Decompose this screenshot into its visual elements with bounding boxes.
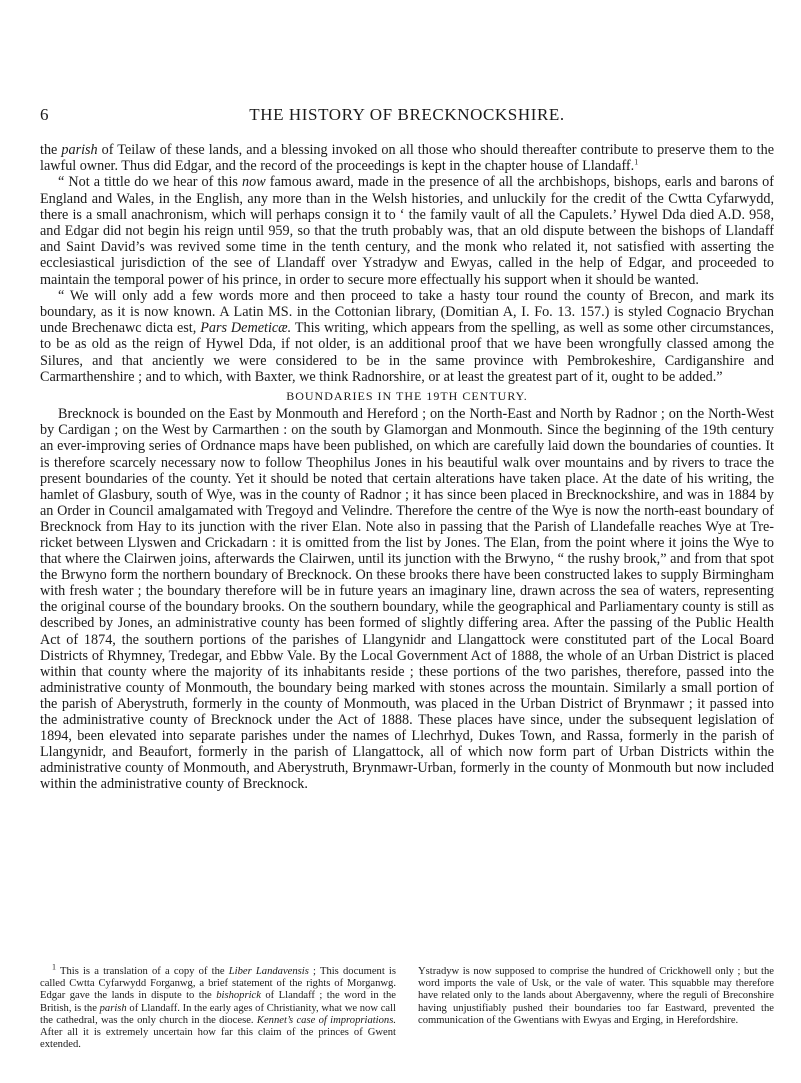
footnotes [40,962,774,1051]
paragraph-1: the parish of Teilaw of these lands, and a blessing invoked on all those who should thereafter contribute to preserve them to the lawful owner. Thus did Edgar, and the record of the proceedings is kept in the chapter house of Llandaff.$^1$ [40,142,774,175]
footnote-right: Ystradyw is now supposed to comprise the hundred of Crickhowell only ; but the word imports the vale of Usk, or the vale of water. This squabble may therefore have related only to the lands about Abergavenny, where the reguli of Breconshire having unjustifiably pushed their boundaries too far Eastward, prevented the communication of the Gwentians with Ewyas and Erging, in Herefordshire. [418,966,774,1026]
book-page [40,0,774,1083]
footnote-left: $^1$ This is a translation of a copy of the Liber Landavensis ; This document is called Cwtta Cyfarwydd Forganwg, a brief statement of the rights of Morganwg. Edgar gave the lands in dispute to the bishoprick of Llandaff ; the word in the British, is the parish of Llandaff. In the early ages of Christianity, what we now call the cathedral, was the only church in the diocese. Kennet’s case of impropriations. After all it is extremely uncertain how far this claim of the princes of Gwent extended. [40,962,397,1051]
paragraph-2: “ Not a tittle do we hear of this now famous award, made in the presence of all the archbishops, bishops, earls and barons of England and Wales, in the English, any more than in the Welsh histories, and unluckily for the credit of the Cwtta Cyfarwydd, there is a small anachronism, which will perhaps consign it to ‘ the family vault of all the Capulets.’ Hywel Dda died A.D. 958, and Edgar did not begin his reign until 959, so that the truth probably was, that an old dispute between the bishops of Llandaff and Saint David’s was revived some time in the tenth century, and the monk who related it, not satisfied with asserting the ecclesiastical jurisdiction of the see of Llandaff over Ystradyw and Ewyas, called in the help of Edgar, and proceeded to maintain the temporal power of his prince, in order to secure more effectually his support when it should be wanted. [40,174,775,288]
footnote-marker: 1 [634,157,639,167]
main-text [40,142,774,793]
section-heading: BOUNDARIES IN THE 19TH CENTURY. [286,389,528,404]
paragraph-4: Brecknock is bounded on the East by Monmouth and Hereford ; on the North-East and North by Radnor ; on the North-West by Cardigan ; on the West by Carmarthen : on the south by Glamorgan and Monmouth. Since the beginning of the 19th century an ever-improving series of Ordnance maps have been published, on which are carefully laid down the boundaries of counties. It is therefore scarcely necessary now to follow Theophilus Jones in his beautiful walk over mountains and by rivers to trace the present boundaries of the county. Yet it should be noted that certain alterations have taken place. At the date of his writing, the hamlet of Glasbury, south of Wye, was in the county of Radnor ; it has since been placed in Brecknockshire, and was in 1884 by an Order in Council amalgamated with Tregoyd and Velindre. Therefore the centre of the Wye is now the north-east boundary of Brecknock from Hay to its junction with the river Elan. Note also in passing that the Parish of Llandefalle reaches Wye at Tre-ricket between Llyswen and Crickadarn : it is omitted from the list by Jones. The Elan, from the point where it joins the Wye to that where the Clairwen joins, afterwards the Clairwen, until its junction with the Brwyno, “ the rushy brook,” and from that spot the Brwyno form the northern boundary of Brecknock. On these brooks there have been constructed lakes to supply Birmingham with fresh water ; the boundary therefore will be in future years an imaginary line, drawn across the sea of waters, representing the original course of the boundary brooks. On the southern boundary, while the geographical and Parliamentary county is still as described by Jones, an administrative county has been formed of slightly differing area. After the passing of the Public Health Act of 1874, the southern portions of the parishes of Llangynidr and Llangattock were constituted part of the Local Board Districts of Rhymney, Tredegar, and Ebbw Vale. By the Local Government Act of 1888, the whole of an Urban District is placed within that county where the majority of its inhabitants reside ; these portions of the two parishes, therefore, passed into the administrative county of Monmouth, the boundary being marked with stones across the mountain. Similarly a small portion of the parish of Aberystruth, formerly in the county of Monmouth, was placed in the Urban District of Brynmawr ; it passed into the administrative county of Brecknock under the Act of 1888. These places have since, under the subsequent legislation of 1894, been elevated into separate parishes under the names of Llechrhyd, Dukes Town, and Rassa, formerly in the parish of Llangynidr, and Beaufort, formerly in the parish of Llangattock, all of which now form part of Urban Districts within the administrative county of Monmouth, and Aberystruth, Brynmawr-Urban, formerly in the county of Monmouth but now included within the administrative county of Brecknock. [40,406,774,793]
running-title: THE HISTORY OF BRECKNOCKSHIRE. [249,105,565,124]
page-number: 6 [40,105,49,124]
page-header [40,105,774,127]
paragraph-3: “ We will only add a few words more and then proceed to take a hasty tour round the county of Brecon, and mark its boundary, as it is now known. A Latin MS. in the Cottonian library, (Domitian A, I. Fo. 13. 157.) is styled Cognacio Brychan unde Brechenawc dicta est, Pars Demeticæ. This writing, which appears from the spelling, as well as some other circumstances, to be as old as the reign of Hywel Dda, if not older, is an additional proof that we have been wrongfully classed among the Silures, and that anciently we were considered to be in the same province with Pembrokeshire, Cardiganshire and Carmarthenshire ; and to which, with Baxter, we think Radnorshire, or at least the greatest part of it, ought to be added.” [40,287,774,385]
